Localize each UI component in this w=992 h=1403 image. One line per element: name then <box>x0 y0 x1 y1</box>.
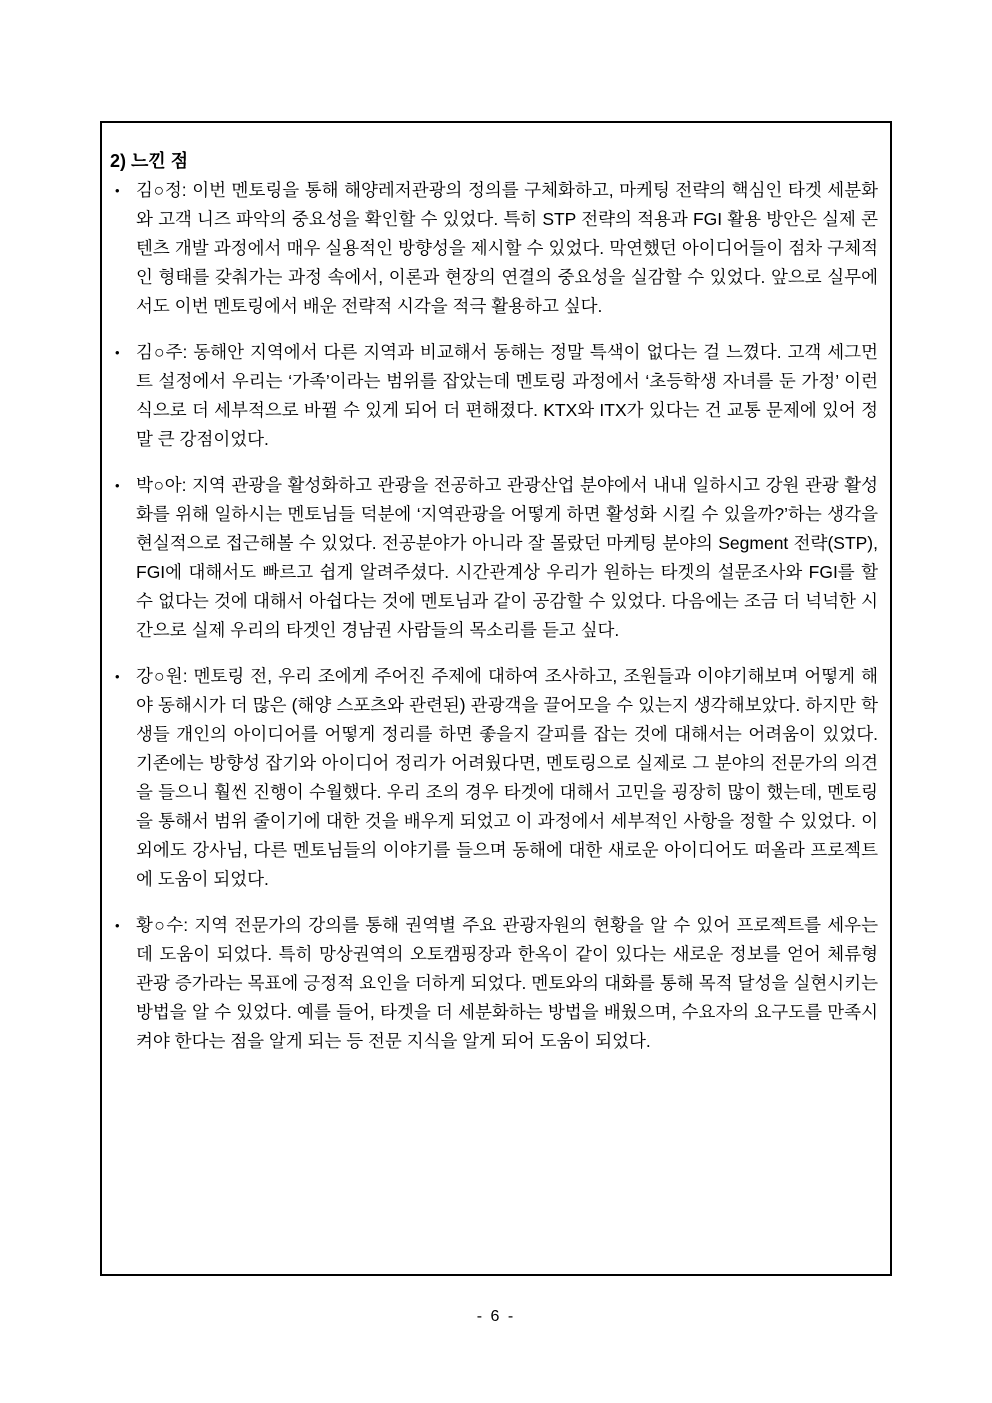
feedback-text: 동해안 지역에서 다른 지역과 비교해서 동해는 정말 특색이 없다는 걸 느꼈다. 고객 세그먼트 설정에서 우리는 ‘가족’이라는 범위를 잡았는데 멘토링 과정에서 ‘초등학생 자녀를 둔 가정’ 이런 식으로 더 세부적으로 바뀔 수 있게 되어 더 편해졌다. KTX와 ITX가 있다는 건 교통 문제에 있어 정말 큰 강점이었다. <box>136 342 878 449</box>
content-border-box <box>100 121 892 1276</box>
feedback-item <box>110 662 878 894</box>
feedback-list <box>110 176 878 1056</box>
bullet-icon: • <box>115 669 120 684</box>
feedback-item <box>110 471 878 645</box>
feedback-item <box>110 338 878 454</box>
feedback-text: 지역 전문가의 강의를 통해 권역별 주요 관광자원의 현황을 알 수 있어 프로젝트를 세우는 데 도움이 되었다. 특히 망상권역의 오토캠핑장과 한옥이 같이 있다는 새로운 정보를 얻어 체류형 관광 증가라는 목표에 긍정적 요인을 더하게 되었다. 멘토와의 대화를 통해 목적 달성을 실현시키는 방법을 알 수 있었다. 예를 들어, 타겟을 더 세분화하는 방법을 배웠으며, 수요자의 요구도를 만족시켜야 한다는 점을 알게 되는 등 전문 지식을 알게 되어 도움이 되었다. <box>136 915 878 1051</box>
bullet-icon: • <box>115 918 120 933</box>
feedback-text: 이번 멘토링을 통해 해양레저관광의 정의를 구체화하고, 마케팅 전략의 핵심인 타겟 세분화와 고객 니즈 파악의 중요성을 확인할 수 있었다. 특히 STP 전략의 적용과 FGI 활용 방안은 실제 콘텐츠 개발 과정에서 매우 실용적인 방향성을 제시할 수 있었다. 막연했던 아이디어들이 점차 구체적인 형태를 갖춰가는 과정 속에서, 이론과 현장의 연결의 중요성을 실감할 수 있었다. 앞으로 실무에서도 이번 멘토링에서 배운 전략적 시각을 적극 활용하고 싶다. <box>136 180 879 316</box>
speaker-separator: : <box>183 915 195 935</box>
feedback-item <box>110 176 878 321</box>
section-title: 2) 느낀 점 <box>110 151 189 171</box>
feedback-text: 지역 관광을 활성화하고 관광을 전공하고 관광산업 분야에서 내내 일하시고 강원 관광 활성화를 위해 일하시는 멘토님들 덕분에 ‘지역관광을 어떻게 하면 활성화 시킬 수 있을까?’하는 생각을 현실적으로 접근해볼 수 있었다. 전공분야가 아니라 잘 몰랐던 마케팅 분야의 Segment 전략(STP), FGI에 대해서도 빠르고 쉽게 알려주셨다. 시간관계상 우리가 원하는 타겟의 설문조사와 FGI를 할 수 없다는 것에 대해서 아쉽다는 것에 멘토님과 같이 공감할 수 있었다. 다음에는 조금 더 넉넉한 시간으로 실제 우리의 타겟인 경남권 사람들의 목소리를 듣고 싶다. <box>136 475 878 640</box>
speaker-name: 황○수 <box>136 915 184 935</box>
feedback-item <box>110 911 878 1056</box>
speaker-name: 강○원 <box>136 666 183 686</box>
bullet-icon: • <box>115 183 120 198</box>
page-number: - 6 - <box>476 1308 516 1325</box>
bullet-icon: • <box>115 345 120 360</box>
speaker-name: 김○정 <box>136 180 182 200</box>
speaker-name: 박○아 <box>136 475 182 495</box>
bullet-icon: • <box>115 478 120 493</box>
speaker-separator: : <box>181 475 193 495</box>
speaker-name: 김○주 <box>136 342 183 362</box>
speaker-separator: : <box>182 342 194 362</box>
speaker-separator: : <box>182 666 194 686</box>
feedback-text: 멘토링 전, 우리 조에게 주어진 주제에 대하여 조사하고, 조원들과 이야기해보며 어떻게 해야 동해시가 더 많은 (해양 스포츠와 관련된) 관광객을 끌어모을 수 있는지 생각해보았다. 하지만 학생들 개인의 아이디어를 어떻게 정리를 하면 좋을지 갈피를 잡는 것에 대해서는 어려움이 있었다. 기존에는 방향성 잡기와 아이디어 정리가 어려웠다면, 멘토링으로 실제로 그 분야의 전문가의 의견을 들으니 훨씬 진행이 수월했다. 우리 조의 경우 타겟에 대해서 고민을 굉장히 많이 했는데, 멘토링을 통해서 범위 줄이기에 대한 것을 배우게 되었고 이 과정에서 세부적인 사항을 정할 수 있었다. 이 외에도 강사님, 다른 멘토님들의 이야기를 들으며 동해에 대한 새로운 아이디어도 떠올라 프로젝트에 도움이 되었다. <box>136 666 878 889</box>
speaker-separator: : <box>181 180 193 200</box>
